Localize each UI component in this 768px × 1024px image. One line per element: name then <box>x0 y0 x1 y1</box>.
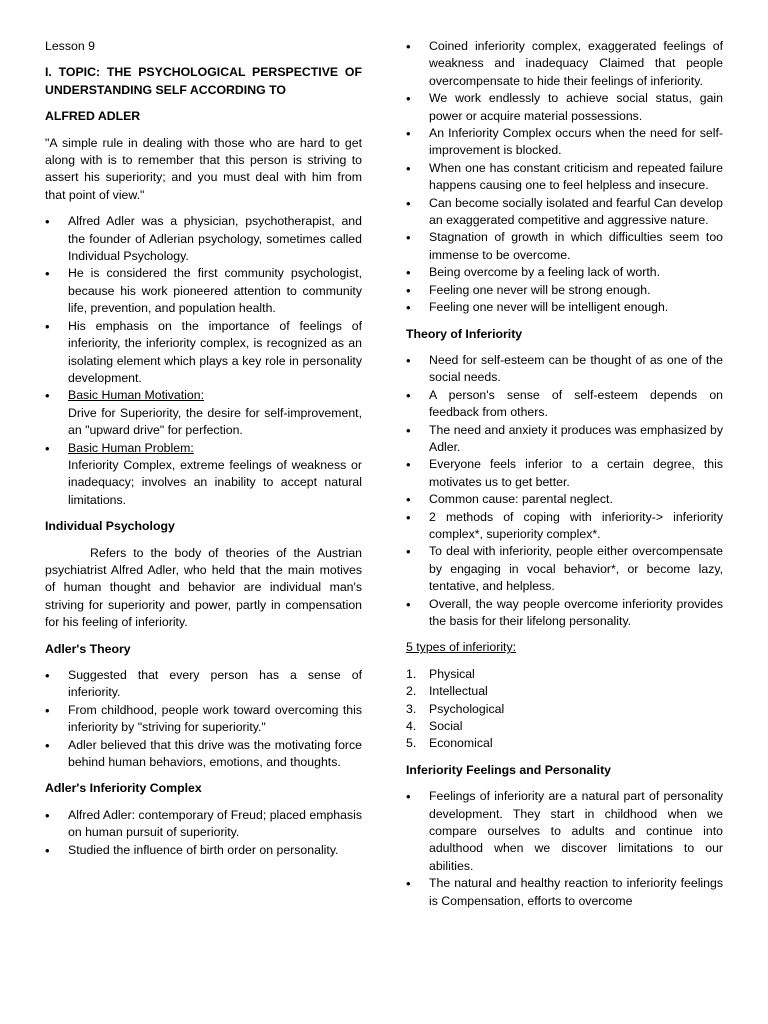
types-heading: 5 types of inferiority: <box>406 640 517 655</box>
type-label: Economical <box>429 736 493 751</box>
feelings-heading: Inferiority Feelings and Personality <box>406 762 612 777</box>
right-column <box>406 38 723 910</box>
list-item: • Stagnation of growth in which difficulties seem too immense to be overcome. <box>406 229 723 264</box>
individual-psychology-heading: Individual Psychology <box>45 519 175 534</box>
list-item: • A person's sense of self-esteem depends on feedback from others. <box>406 387 723 422</box>
list-item: • Suggested that every person has a sense of inferiority. <box>45 667 362 702</box>
list-item <box>406 683 723 700</box>
motivation-label: Basic Human Motivation: <box>68 388 205 403</box>
list-item <box>45 440 362 510</box>
lesson-label: Lesson 9 <box>45 39 95 53</box>
list-item: • Alfred Adler: contemporary of Freud; placed emphasis on human pursuit of superiority. <box>45 807 362 842</box>
list-item: • He is considered the first community psychologist, because his work pioneered attention to community life, prevention, and population health. <box>45 265 362 317</box>
topic-heading: I. TOPIC: THE PSYCHOLOGICAL PERSPECTIVE OF UNDERSTANDING SELF ACCORDING TO <box>45 65 362 97</box>
theory-list <box>45 667 362 771</box>
bio-list <box>45 213 362 509</box>
list-item: • Need for self-esteem can be thought of as one of the social needs. <box>406 352 723 387</box>
list-item: • Being overcome by a feeling lack of worth. <box>406 264 723 281</box>
problem-text: Inferiority Complex, extreme feelings of weakness or inadequacy; involves an inability to accept natural limitations. <box>68 457 362 507</box>
list-item <box>406 701 723 718</box>
problem-label: Basic Human Problem: <box>68 440 194 455</box>
inferiority-list <box>406 352 723 631</box>
list-item: • 2 methods of coping with inferiority-> inferiority complex*, superiority complex*. <box>406 509 723 544</box>
adlers-theory-heading: Adler's Theory <box>45 641 131 656</box>
list-item: • Everyone feels inferior to a certain degree, this motivates us to get better. <box>406 456 723 491</box>
list-item: • Overall, the way people overcome inferiority provides the basis for their lifelong personality. <box>406 596 723 631</box>
list-item: • Coined inferiority complex, exaggerated feelings of weakness and inadequacy Claimed that people overcompensate to hide their feelings of inferiority. <box>406 38 723 90</box>
list-item: • Can become socially isolated and fearful Can develop an exaggerated competitive and aggressive nature. <box>406 195 723 230</box>
list-item: • Studied the influence of birth order on personality. <box>45 842 362 859</box>
list-item: • When one has constant criticism and repeated failure happens causing one to feel helpless and insecure. <box>406 160 723 195</box>
type-label: Social <box>429 719 463 734</box>
list-item: • His emphasis on the importance of feelings of inferiority, the inferiority complex, is recognized as an isolating element which plays a key role in personality development. <box>45 318 362 388</box>
types-list <box>406 666 723 753</box>
item-number: 5. <box>406 736 417 751</box>
list-item: • The need and anxiety it produces was emphasized by Adler. <box>406 422 723 457</box>
list-item: • Feeling one never will be strong enough. <box>406 282 723 299</box>
adler-quote: "A simple rule in dealing with those who are hard to get along with is to remember that this person is striving to assert his superiority; and you must deal with him from that point of view." <box>45 135 362 202</box>
left-column <box>45 38 362 859</box>
theory-of-inferiority-heading: Theory of Inferiority <box>406 326 523 341</box>
list-item: • Feeling one never will be intelligent enough. <box>406 299 723 316</box>
type-label: Intellectual <box>429 684 488 699</box>
list-item: • An Inferiority Complex occurs when the need for self-improvement is blocked. <box>406 125 723 160</box>
list-item: • To deal with inferiority, people either overcompensate by engaging in vocal behavior*, or become lazy, tentative, and helpless. <box>406 543 723 595</box>
list-item <box>406 718 723 735</box>
feelings-list <box>406 788 723 910</box>
complex-list-right <box>406 38 723 317</box>
list-item: • We work endlessly to achieve social status, gain power or acquire material possessions. <box>406 90 723 125</box>
item-number: 4. <box>406 719 417 734</box>
list-item <box>45 387 362 439</box>
complex-list-left <box>45 807 362 859</box>
motivation-text: Drive for Superiority, the desire for self-improvement, an "upward drive" for perfection. <box>68 405 362 438</box>
list-item: • Adler believed that this drive was the motivating force behind human behaviors, emotions, and thoughts. <box>45 737 362 772</box>
author-name: ALFRED ADLER <box>45 109 141 124</box>
item-number: 1. <box>406 666 417 681</box>
list-item: • The natural and healthy reaction to inferiority feelings is Compensation, efforts to overcome <box>406 875 723 910</box>
individual-psychology-text: Refers to the body of theories of the Austrian psychiatrist Alfred Adler, who held that the main motives of human thought and behavior are individual man's striving for superiority and power, partly in compensation for his feeling of inferiority. <box>45 545 362 630</box>
list-item: • Common cause: parental neglect. <box>406 491 723 508</box>
list-item: • Alfred Adler was a physician, psychotherapist, and the founder of Adlerian psychology, sometimes called Individual Psychology. <box>45 213 362 265</box>
type-label: Psychological <box>429 701 505 716</box>
list-item: • From childhood, people work toward overcoming this inferiority by "striving for superiority." <box>45 702 362 737</box>
list-item: • Feelings of inferiority are a natural part of personality development. They start in childhood when we compare ourselves to adults and continue into adulthood when we discover limitations to our abilities. <box>406 788 723 875</box>
list-item <box>406 666 723 683</box>
type-label: Physical <box>429 666 475 681</box>
item-number: 3. <box>406 701 417 716</box>
inferiority-complex-heading: Adler's Inferiority Complex <box>45 781 202 796</box>
item-number: 2. <box>406 684 417 699</box>
list-item <box>406 735 723 752</box>
